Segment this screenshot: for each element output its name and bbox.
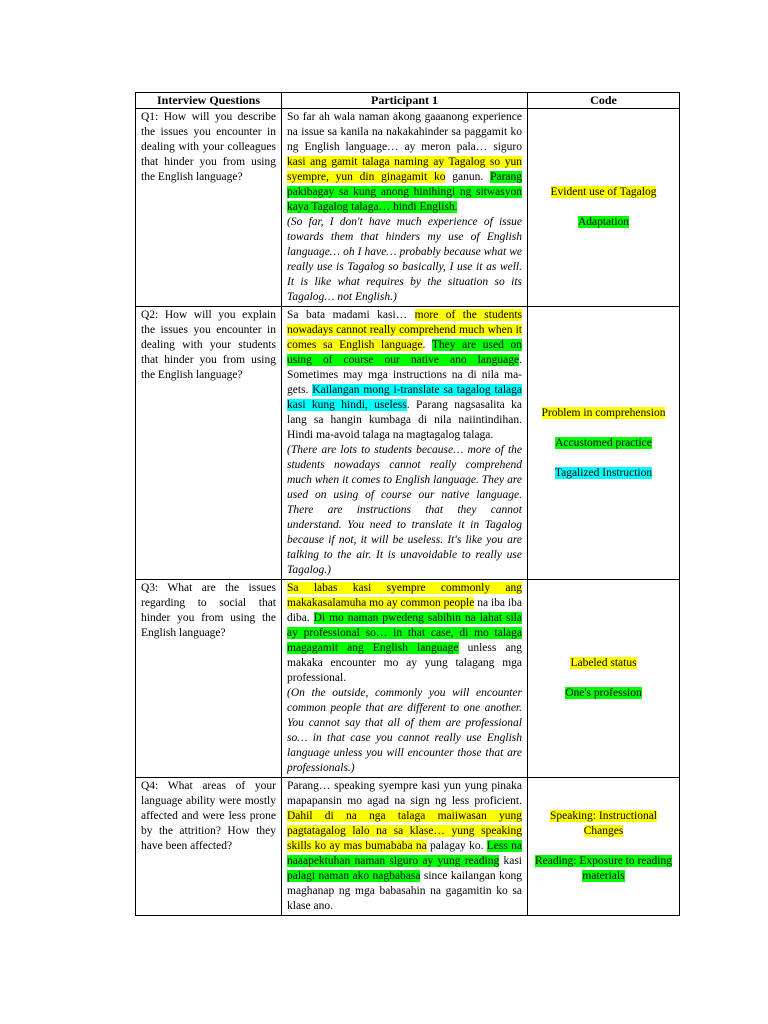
response-text: So far ah wala naman akong gaaanong experience na issue sa kanila na nakakahinder sa paggamit ko ng English language… ay meron pala… siguro — [287, 111, 522, 153]
response-text: . Sometimes may mga instructions na di nila ma-gets. — [287, 354, 522, 396]
highlighted-text: Di mo naman pwedeng sabihin na lahat sila ay professional so… in that case, di mo talaga magagamit ang English language — [287, 612, 522, 654]
question-cell: Q2: How will you explain the issues you encounter in dealing with your students that hinder you from using the English language? — [136, 307, 282, 580]
question-cell: Q1: How will you describe the issues you encounter in dealing with your colleagues that hinder you from using the English language? — [136, 109, 282, 307]
highlighted-text: Parang pakibagay sa kung anong hinihingi ng sitwasyon kaya Tagalog talaga… hindi English. — [287, 171, 522, 213]
code-label-text: Accustomed practice — [555, 436, 652, 449]
code-label-text: Tagalized Instruction — [554, 466, 653, 479]
response-text: kasi — [499, 855, 522, 867]
code-cell — [528, 307, 680, 580]
code-label-text: One's profession — [565, 687, 642, 699]
code-cell — [528, 580, 680, 778]
code-cell — [528, 778, 680, 916]
code-label — [533, 436, 674, 451]
response-text: na iba iba diba. — [287, 597, 522, 624]
highlighted-text: more of the students nowadays cannot really comprehend much when it comes sa English language — [287, 309, 522, 351]
code-label-text: Evident use of Tagalog — [550, 186, 657, 198]
english-translation: (There are lots to students because… more of the students nowadays cannot really comprehend much when it comes to English language. They are used on using of course our native language. There are instructions that they cannot understand. You need to translate it in Tagalog because if not, it will be useless. It's like you are talking to the air. It is unavoidable to really use Tagalog.) — [287, 444, 522, 576]
code-label — [533, 406, 674, 421]
question-cell: Q3: What are the issues regarding to social that hinder you from using the English language? — [136, 580, 282, 778]
code-label-text: Reading: Exposure to reading materials — [534, 855, 672, 882]
response-text: ganun. — [445, 171, 491, 183]
code-label — [533, 686, 674, 701]
response-text: . Parang nagsasalita ka lang sa hangin kumbaga di nila naiintindihan. Hindi ma-avoid talaga na magtagalog talaga. — [287, 399, 522, 441]
code-label — [533, 185, 674, 200]
highlighted-text: Less na naaapektuhan naman siguro ay yung reading — [287, 840, 522, 867]
table-row — [136, 109, 680, 307]
code-label-text: Problem in comprehension — [541, 406, 666, 419]
english-translation: (On the outside, commonly you will encounter common people that are different to one another. You cannot say that all of them are professional so… in that case you cannot really use English language unless you will encounter those that are professionals.) — [287, 687, 522, 774]
code-label-text: Adaptation — [577, 216, 630, 228]
response-text: since kailangan kong maghanap ng mga babasahin na gagamitin ko sa klase ano. — [287, 870, 522, 912]
header-interview-questions: Interview Questions — [136, 93, 282, 109]
code-label-text: Labeled status — [570, 657, 637, 669]
table-row — [136, 307, 680, 580]
highlighted-text: Kailangan mong i-translate sa tagalog talaga kasi kung hindi, useless — [287, 384, 522, 411]
english-translation: (So far, I don't have much experience of issue towards them that hinders my use of English language… oh I have… probably because what we really use is Tagalog so basically, I use it as well. It is like what requires by the situation so its Tagalog… not English.) — [287, 216, 522, 303]
response-cell — [282, 778, 528, 916]
header-row — [136, 93, 680, 109]
response-text: Parang… speaking syempre kasi yun yung pinaka mapapansin mo agad na sign ng less proficient. — [287, 780, 522, 807]
code-label-text: Speaking: Instructional Changes — [550, 810, 657, 837]
highlighted-text: Sa labas kasi syempre commonly ang makakasalamuha mo ay common people — [287, 582, 522, 609]
highlighted-text: kasi ang gamit talaga naming ay Tagalog so yun syempre, yun din ginagamit ko — [287, 156, 522, 183]
highlighted-text: They are used on using of course our native ano language — [287, 339, 523, 366]
response-cell — [282, 307, 528, 580]
question-cell: Q4: What areas of your language ability were mostly affected and were less prone by the attrition? How they have been affected? — [136, 778, 282, 916]
highlighted-text: Dahil di na nga talaga maiiwasan yung pagtatagalog lalo na sa klase… yung speaking skills ko ay mas bumababa na — [287, 810, 522, 852]
response-text: unless ang makaka encounter mo ay yung talagang mga professional. — [287, 642, 522, 684]
table-row — [136, 580, 680, 778]
code-label — [533, 215, 674, 230]
header-code: Code — [528, 93, 680, 109]
table-row — [136, 778, 680, 916]
code-label — [533, 809, 674, 839]
response-cell — [282, 580, 528, 778]
coding-table — [135, 92, 680, 916]
header-participant: Participant 1 — [282, 93, 528, 109]
code-cell — [528, 109, 680, 307]
code-label — [533, 656, 674, 671]
response-text: . — [422, 339, 432, 351]
highlighted-text: palagi naman ako nagbabasa — [287, 870, 421, 882]
response-cell — [282, 109, 528, 307]
code-label — [533, 466, 674, 481]
code-label — [533, 854, 674, 884]
response-text: palagay ko. — [426, 840, 487, 852]
response-text: Sa bata madami kasi… — [287, 309, 415, 321]
